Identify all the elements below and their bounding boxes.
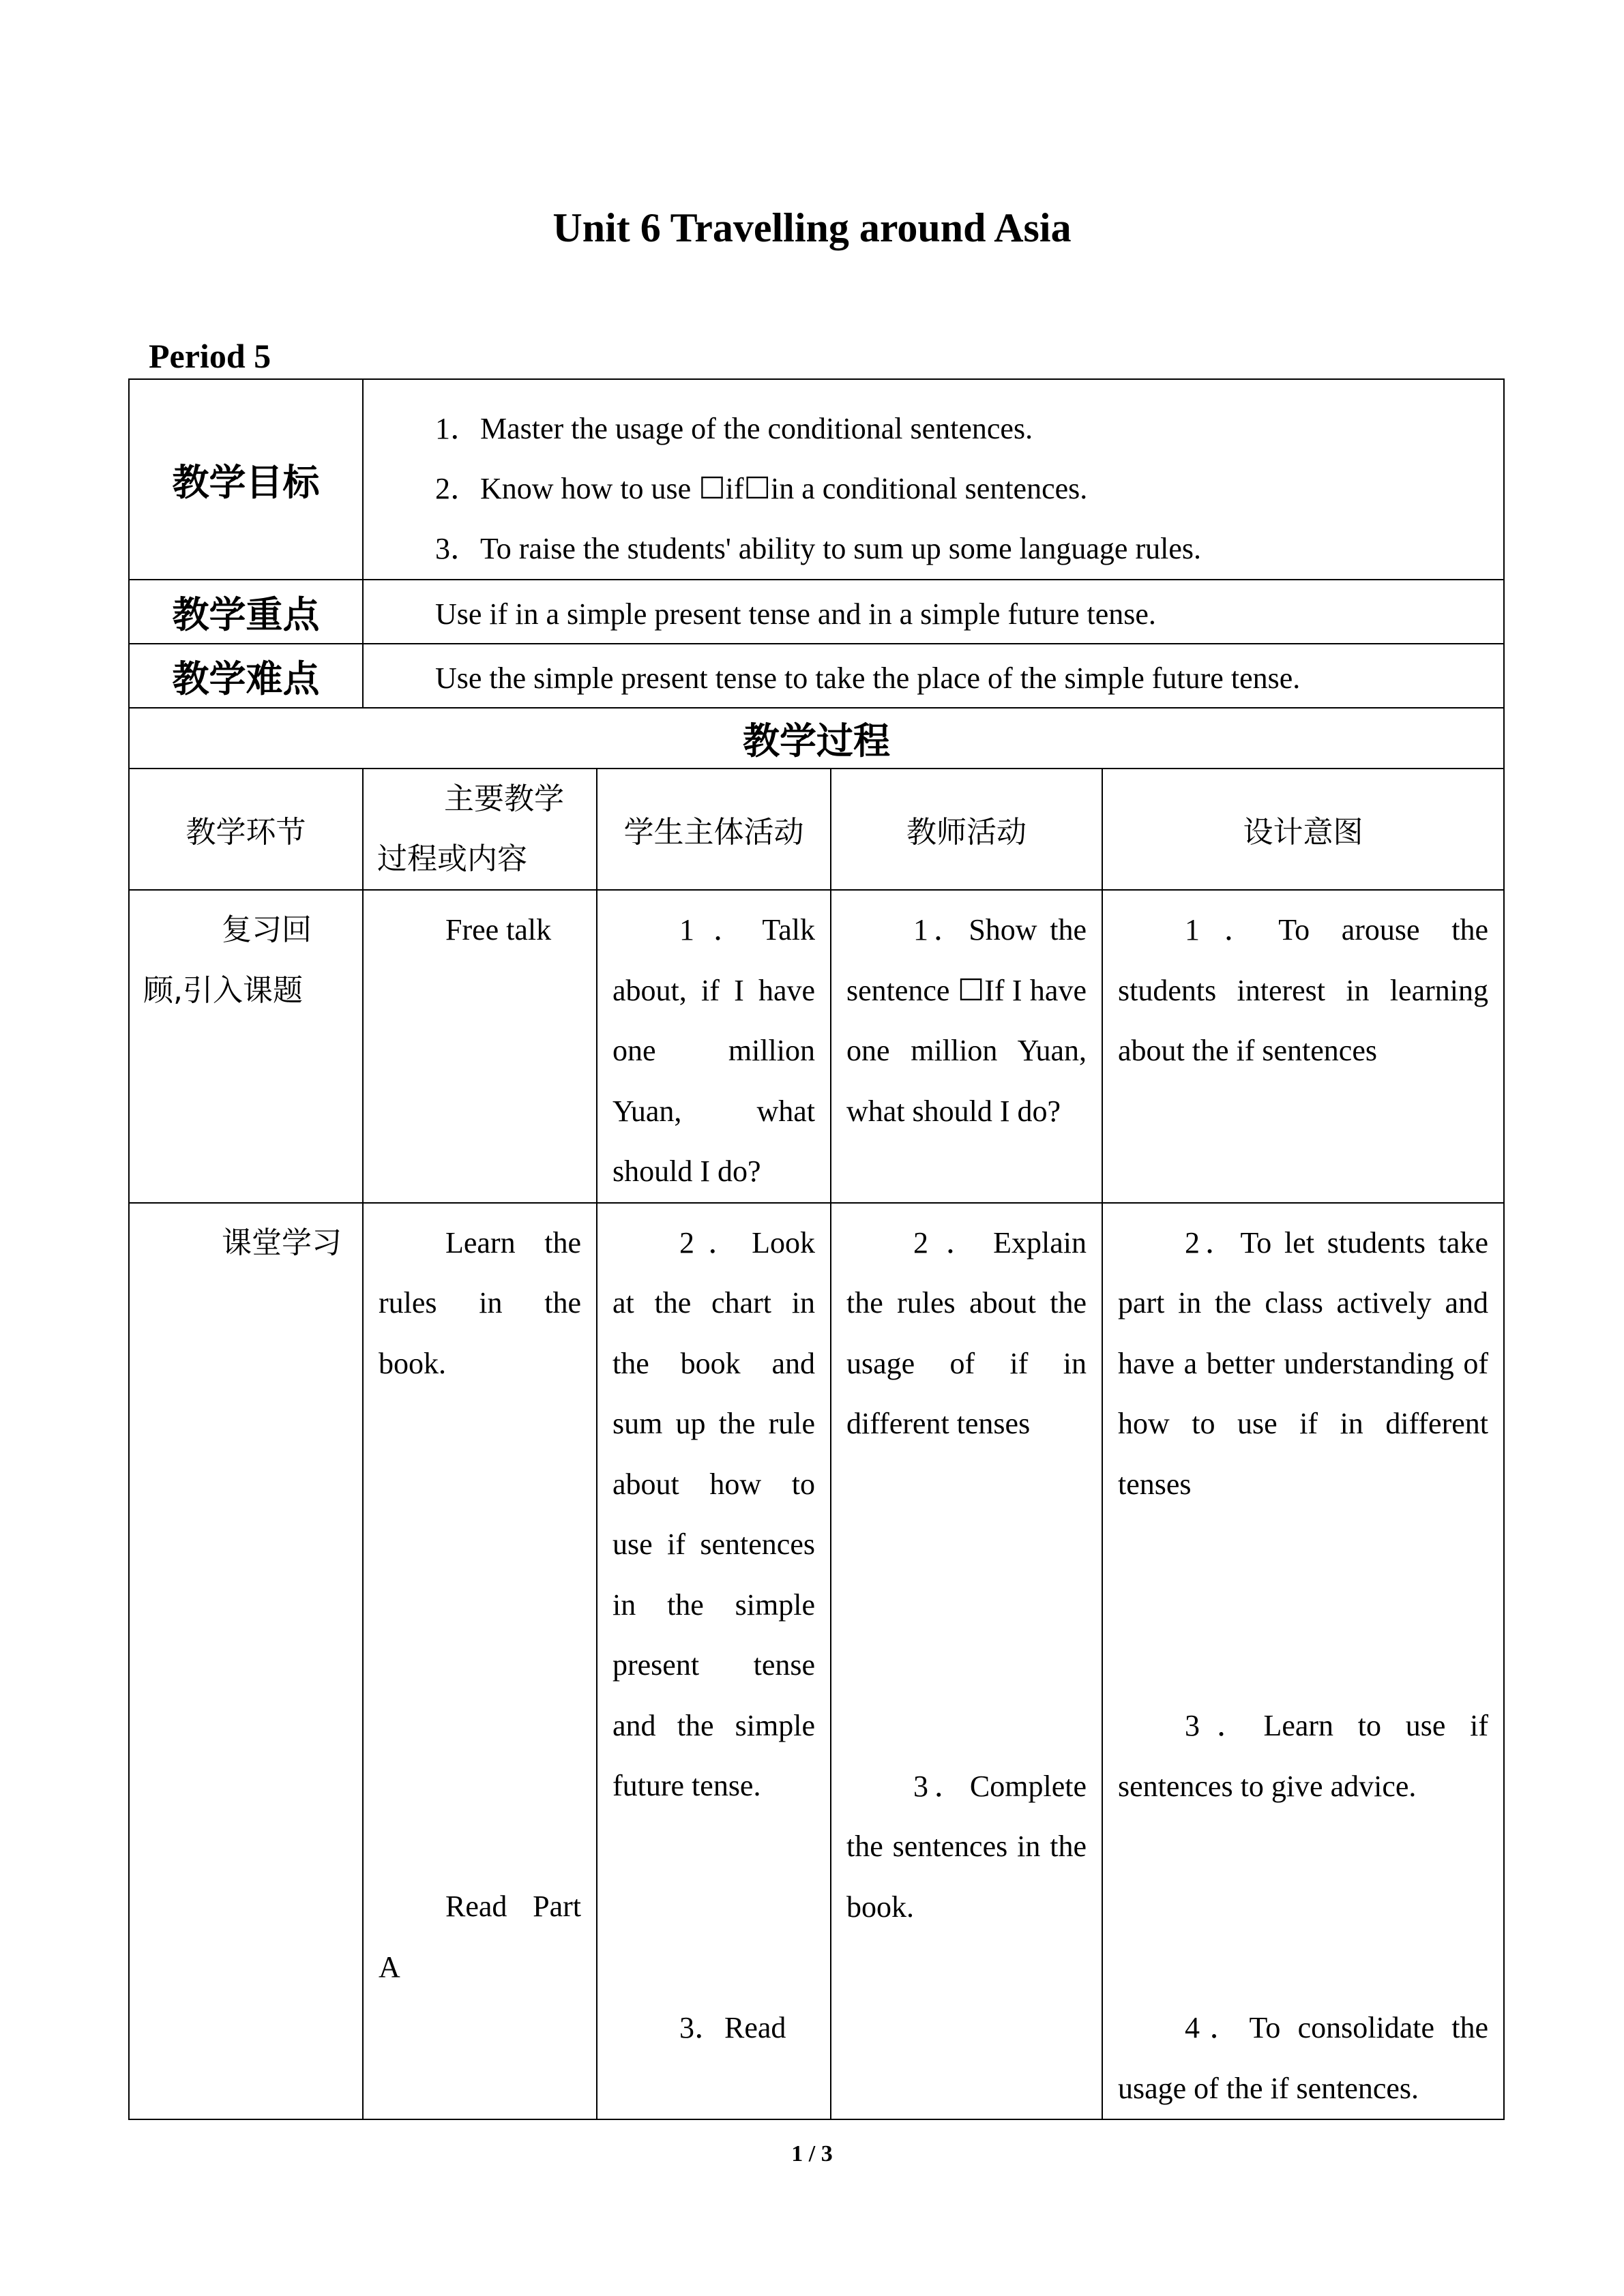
content-free-talk: Free talk bbox=[363, 890, 597, 1203]
column-header-row bbox=[129, 769, 1504, 890]
intent-1: 1．To arouse the students interest in learning about the if sentences bbox=[1102, 890, 1504, 1203]
key-point-text: Use if in a simple present tense and in a simple future tense. bbox=[363, 580, 1504, 644]
intent-4: 4．To consolidate the usage of the if sentences. bbox=[1118, 2011, 1488, 2105]
period-label: Period 5 bbox=[149, 337, 271, 375]
teacher-activity-2: 2．Explain the rules about the usage of if in different tenses 3．Complete the sentences in the book. bbox=[831, 1203, 1102, 2120]
student-activity-3: 3．Read bbox=[679, 2010, 786, 2044]
objectives-cell bbox=[363, 379, 1504, 580]
content-read-part-a: Read Part A bbox=[379, 1890, 581, 1984]
document-title: Unit 6 Travelling around Asia bbox=[552, 205, 1072, 250]
difficult-point-row bbox=[129, 644, 1504, 708]
intent-2: 2．To let students take part in the class actively and have a better understanding of how to use if in different tenses 3．Learn to use if sentences to give advice. 4．To consolidate the usage of the if sentences. bbox=[1102, 1203, 1504, 2120]
objective-item: 3．To raise the students' ability to sum up some language rules. bbox=[435, 532, 1201, 565]
header-content-line-2: 过程或内容 bbox=[377, 841, 527, 876]
table-row bbox=[129, 890, 1504, 1203]
stage-review-line-1: 复习回 bbox=[222, 912, 312, 947]
content-learn-rules: Learn the rules in the book. Read Part A bbox=[363, 1203, 597, 2120]
intent-3: 3．Learn to use if sentences to give advice. bbox=[1118, 1709, 1488, 1803]
objectives-row bbox=[129, 379, 1504, 580]
teacher-activity-1: 1．Show the sentence ☐If I have one million Yuan, what should I do? bbox=[831, 890, 1102, 1203]
page-number: 1 / 3 bbox=[791, 2141, 833, 2166]
header-intent: 设计意图 bbox=[1102, 769, 1504, 890]
stage-review-line-2: 顾,引入课题 bbox=[143, 972, 303, 1008]
stage-review bbox=[129, 890, 363, 1203]
table-row bbox=[129, 1203, 1504, 2120]
key-point-row bbox=[129, 580, 1504, 644]
student-activity-1: 1．Talk about, if I have one million Yuan, what should I do? bbox=[597, 890, 831, 1203]
header-stage: 教学环节 bbox=[129, 769, 363, 890]
lesson-plan-table bbox=[128, 378, 1505, 2120]
key-point-label: 教学重点 bbox=[129, 580, 363, 644]
header-teacher: 教师活动 bbox=[831, 769, 1102, 890]
header-content-line-1: 主要教学 bbox=[444, 781, 564, 816]
process-title-row bbox=[129, 708, 1504, 769]
difficult-point-label: 教学难点 bbox=[129, 644, 363, 708]
objectives-label: 教学目标 bbox=[129, 379, 363, 580]
stage-class-learning bbox=[129, 1203, 363, 2120]
objective-item: 1．Master the usage of the conditional sentences. bbox=[435, 412, 1033, 445]
student-activity-2: 2．Look at the chart in the book and sum up the rule about how to use if sentences in the simple present tense and the simple future tense. 3．Read bbox=[597, 1203, 831, 2120]
header-student: 学生主体活动 bbox=[597, 769, 831, 890]
objective-item: 2．Know how to use ☐if☐in a conditional sentences. bbox=[435, 472, 1088, 505]
header-content bbox=[363, 769, 597, 890]
difficult-point-text: Use the simple present tense to take the place of the simple future tense. bbox=[363, 644, 1504, 708]
process-title: 教学过程 bbox=[129, 708, 1504, 769]
teacher-activity-3: 3．Complete the sentences in the book. bbox=[846, 1769, 1087, 1924]
stage-class-learning-label: 课堂学习 bbox=[222, 1225, 342, 1260]
